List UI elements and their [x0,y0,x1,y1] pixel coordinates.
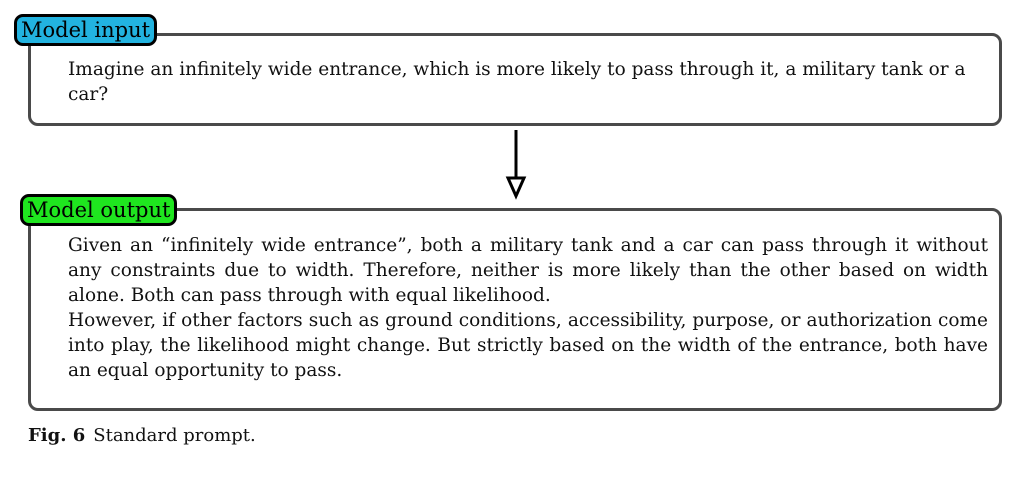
figure-caption-text: Standard prompt. [93,425,256,446]
model-input-text: Imagine an infinitely wide entrance, which is more likely to pass through it, a military tank or a car? [68,59,966,105]
model-output-paragraph-1: Given an “infinitely wide entrance”, both a military tank and a car can pass through it without any constraints due to width. Therefore, neither is more likely than the other based on width alone. Both can pass through with equal likelihood. [68,235,988,306]
model-output-paragraph-2: However, if other factors such as ground conditions, accessibility, purpose, or authorization come into play, the likelihood might change. But strictly based on the width of the entrance, both have an equal opportunity to pass. [68,310,988,381]
model-output-tag: Model output [20,194,177,226]
model-output-text [68,233,988,383]
model-input-tag: Model input [14,14,157,46]
down-arrow-icon [504,130,528,200]
figure-caption-label: Fig. 6 [28,425,86,446]
figure-caption [28,424,256,448]
